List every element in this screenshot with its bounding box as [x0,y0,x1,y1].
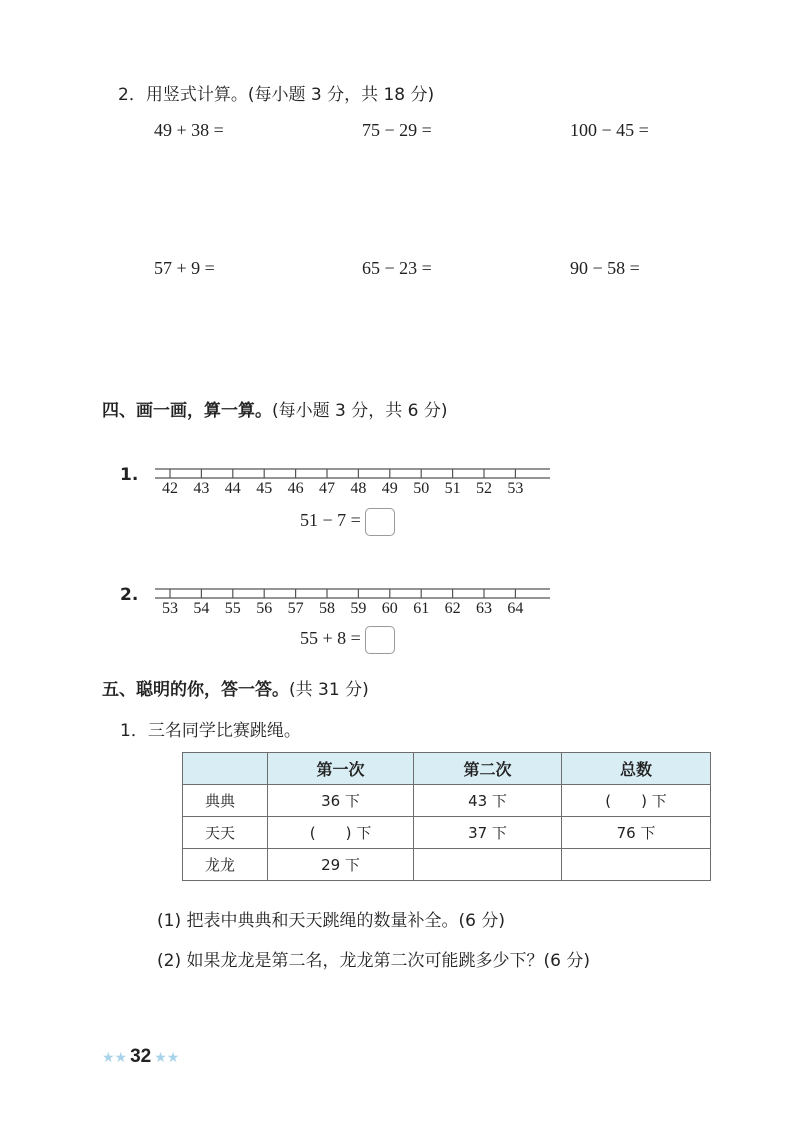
table-cell: 43 下 [414,785,562,817]
number-line-2 [155,588,550,620]
table-row [183,817,711,849]
section5-points: (共 31 分) [289,680,369,700]
table-row [183,785,711,817]
section5-title: 五、聪明的你，答一答。 [102,680,289,700]
table-header-total: 总数 [562,753,711,785]
number-line-tick-label: 58 [319,600,335,617]
table-cell: 37 下 [414,817,562,849]
number-line-1-axis [155,468,550,480]
page-number: 32 [130,1046,152,1067]
number-line-tick-label: 53 [162,600,178,617]
section4-title: 四、画一画，算一算。 [102,401,272,421]
sub-question-2: (2) 如果龙龙是第二名，龙龙第二次可能跳多少下？(6 分) [157,951,590,971]
section5-heading [102,675,369,700]
numberline-1-answer [300,508,395,536]
expr-1: 51 − 7 = [300,510,361,531]
table-cell: 天天 [183,817,268,849]
section5-question-1: 1．三名同学比赛跳绳。 [120,721,301,741]
number-line-tick-label: 56 [256,600,273,617]
number-line-tick-label: 64 [507,600,524,617]
calc-problem-6: 90 − 58 = [570,258,640,278]
vertical-calc-heading: 2．用竖式计算。(每小题 3 分，共 18 分) [118,85,435,105]
calc-problem-2: 75 − 29 = [362,120,432,140]
table-header-second: 第二次 [414,753,562,785]
answer-box-2[interactable] [365,626,395,654]
table-header-row [183,753,711,785]
number-line-tick-label: 59 [350,600,367,617]
number-line-tick-label: 57 [287,600,304,617]
table-row [183,849,711,881]
number-line-tick-label: 45 [256,480,273,497]
expr-2: 55 + 8 = [300,628,361,649]
number-line-tick-label: 62 [444,600,461,617]
star-icon: ★★ [154,1049,180,1065]
table-cell-blank-answer[interactable]: ( ) 下 [562,785,711,817]
number-line-tick-label: 42 [162,480,178,497]
table-cell: 36 下 [268,785,414,817]
number-line-tick-label: 49 [381,480,398,497]
numberline-2-label: 2. [120,585,139,605]
number-line-tick-label: 48 [350,480,367,497]
number-line-tick-label: 60 [381,600,398,617]
page-footer [102,1046,179,1068]
calc-problem-3: 100 − 45 = [570,120,649,140]
numberline-1-label: 1. [120,465,139,485]
number-line-tick-label: 50 [413,480,430,497]
number-line-tick-label: 54 [193,600,210,617]
number-line-tick-label: 55 [224,600,241,617]
calc-problem-5: 65 − 23 = [362,258,432,278]
section4-heading [102,396,448,421]
number-line-tick-label: 47 [319,480,335,497]
calc-problem-4: 57 + 9 = [154,258,215,278]
number-line-tick-label: 46 [287,480,304,497]
number-line-1 [155,468,550,500]
number-line-tick-label: 53 [507,480,524,497]
star-icon: ★★ [102,1049,128,1065]
table-header-blank [183,753,268,785]
number-line-tick-label: 44 [224,480,241,497]
table-header-first: 第一次 [268,753,414,785]
table-cell: 典典 [183,785,268,817]
number-line-tick-label: 61 [413,600,430,617]
table-cell [414,849,562,881]
sub-question-1: (1) 把表中典典和天天跳绳的数量补全。(6 分) [157,911,505,931]
answer-box-1[interactable] [365,508,395,536]
calc-problem-1: 49 + 38 = [154,120,224,140]
number-line-2-axis [155,588,550,600]
table-cell: 76 下 [562,817,711,849]
number-line-tick-label: 51 [444,480,461,497]
number-line-tick-label: 43 [193,480,210,497]
number-line-tick-label: 63 [476,600,492,617]
table-cell: 龙龙 [183,849,268,881]
section4-points: (每小题 3 分，共 6 分) [272,401,448,421]
jump-rope-table [182,752,711,881]
table-cell: 29 下 [268,849,414,881]
number-line-tick-label: 52 [476,480,492,497]
table-cell-blank-answer[interactable]: ( ) 下 [268,817,414,849]
table-cell [562,849,711,881]
numberline-2-answer [300,626,395,654]
